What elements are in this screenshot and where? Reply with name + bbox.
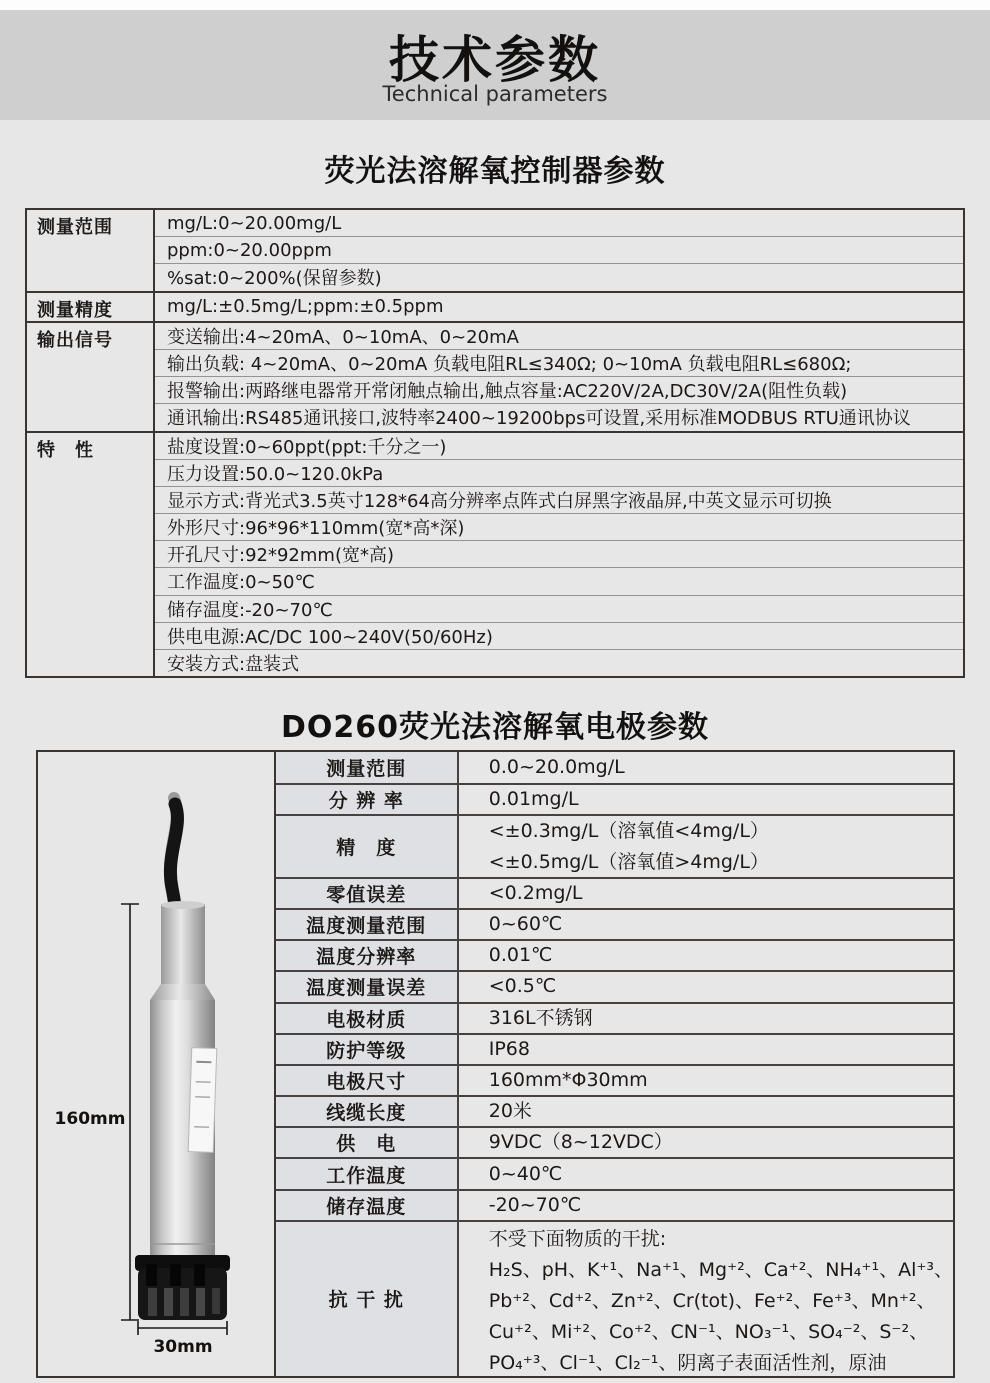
table-group-output-signal <box>27 321 963 431</box>
probe-cap <box>161 904 205 984</box>
table-row <box>276 1189 953 1220</box>
param-value: ppm:0~20.00ppm <box>155 236 963 263</box>
param-label: 工作温度 <box>276 1159 459 1188</box>
param-value: 0~60℃ <box>488 913 563 936</box>
table-row <box>276 1033 953 1064</box>
param-label: 防护等级 <box>276 1035 459 1064</box>
page-subtitle: Technical parameters <box>382 82 608 106</box>
param-value: 变送输出:4~20mA、0~10mA、0~20mA <box>167 326 519 348</box>
probe-illustration <box>38 752 304 1372</box>
param-value: 0.01mg/L <box>488 788 579 811</box>
param-value: 显示方式:背光式3.5英寸128*64高分辨率点阵式白屏黑字液晶屏,中英文显示可切换 <box>155 486 963 513</box>
param-label: 温度测量范围 <box>276 910 459 939</box>
param-label: 输出信号 <box>27 323 155 431</box>
table-row-interference <box>276 1220 953 1376</box>
param-value: -20~70℃ <box>488 1193 582 1216</box>
table-row <box>276 877 953 908</box>
param-value: 外形尺寸:96*96*110mm(宽*高*深) <box>155 513 963 540</box>
probe-taper <box>150 984 215 1000</box>
table-row <box>276 1126 953 1157</box>
table-row <box>276 1157 953 1188</box>
param-label: 电极尺寸 <box>276 1066 459 1095</box>
table-row <box>276 814 953 876</box>
param-value: 储存温度:-20~70℃ <box>155 595 963 622</box>
page-title: 技术参数 <box>389 31 601 89</box>
param-value: IP68 <box>488 1037 530 1060</box>
param-value: 压力设置:50.0~120.0kPa <box>155 459 963 486</box>
electrode-table-rows <box>276 752 953 1376</box>
table-row <box>276 908 953 939</box>
width-dimension-line <box>138 1321 227 1335</box>
param-value: Pb⁺²、Cd⁺²、Zn⁺²、Cr(tot)、Fe⁺²、Fe⁺³、Mn⁺²、 <box>488 1289 936 1312</box>
param-value: mg/L:0~20.00mg/L <box>167 212 342 234</box>
param-label: 精 度 <box>276 816 459 876</box>
table-group-accuracy <box>27 291 963 321</box>
param-label: 供 电 <box>276 1128 459 1157</box>
param-value: 工作温度:0~50℃ <box>155 567 963 594</box>
probe-guard-cage <box>135 1255 230 1320</box>
param-label: 线缆长度 <box>276 1097 459 1126</box>
table-row <box>276 752 953 783</box>
width-dimension-label: 30mm <box>153 1337 213 1357</box>
param-label: 测量范围 <box>276 752 459 783</box>
param-value: Cu⁺²、Mi⁺²、Co⁺²、CN⁻¹、NO₃⁻¹、SO₄⁻²、S⁻²、 <box>488 1320 929 1343</box>
param-value: 报警输出:两路继电器常开常闭触点输出,触点容量:AC220V/2A,DC30V/2A(阻性负载) <box>155 376 963 403</box>
param-value: 0.0~20.0mg/L <box>488 756 625 779</box>
param-value: 160mm*Φ30mm <box>488 1068 648 1091</box>
param-value: H₂S、pH、K⁺¹、Na⁺¹、Mg⁺²、Ca⁺²、NH₄⁺¹、Al⁺³、 <box>488 1258 953 1281</box>
param-value: 不受下面物质的干扰: <box>488 1227 667 1250</box>
param-value: 盐度设置:0~60ppt(ppt:千分之一) <box>167 436 447 458</box>
param-value: 安装方式:盘装式 <box>155 649 963 676</box>
param-label: 储存温度 <box>276 1191 459 1220</box>
param-value: 20米 <box>488 1100 532 1123</box>
param-value: <0.5℃ <box>488 975 557 998</box>
param-value: 0.01℃ <box>488 944 553 967</box>
param-value: 通讯输出:RS485通讯接口,波特率2400~19200bps可设置,采用标准MODBUS RTU通讯协议 <box>155 403 963 430</box>
controller-table <box>25 208 965 678</box>
param-value: <0.2mg/L <box>488 881 583 904</box>
table-group-features <box>27 431 963 676</box>
table-row <box>276 783 953 814</box>
electrode-table <box>36 750 955 1378</box>
param-label: 温度分辨率 <box>276 941 459 970</box>
probe-label-sticker <box>188 1048 217 1153</box>
table-row <box>276 970 953 1001</box>
param-label: 温度测量误差 <box>276 972 459 1001</box>
param-label: 抗 干 扰 <box>276 1222 459 1376</box>
param-value: 0~40℃ <box>488 1162 563 1185</box>
param-value: 316L不锈钢 <box>488 1006 593 1029</box>
param-value: 9VDC（8~12VDC） <box>488 1131 673 1154</box>
table-row <box>276 1064 953 1095</box>
param-label: 零值误差 <box>276 879 459 908</box>
controller-section-title: 荧光法溶解氧控制器参数 <box>324 154 666 189</box>
param-label: 分 辨 率 <box>276 785 459 814</box>
param-label: 测量范围 <box>27 210 155 291</box>
param-value: <±0.3mg/L（溶氧值<4mg/L） <box>488 819 769 842</box>
param-value: <±0.5mg/L（溶氧值>4mg/L） <box>488 850 769 873</box>
param-value: mg/L:±0.5mg/L;ppm:±0.5ppm <box>167 296 444 318</box>
param-value: 供电电源:AC/DC 100~240V(50/60Hz) <box>155 622 963 649</box>
height-dimension-label: 160mm <box>54 1109 126 1129</box>
param-value: 开孔尺寸:92*92mm(宽*高) <box>155 540 963 567</box>
param-value: %sat:0~200%(保留参数) <box>155 263 963 290</box>
param-label: 特 性 <box>27 433 155 676</box>
param-value: 输出负载: 4~20mA、0~20mA 负载电阻RL≤340Ω; 0~10mA 负载电阻RL≤680Ω; <box>155 349 963 376</box>
table-row <box>276 1095 953 1126</box>
param-value: PO₄⁺³、Cl⁻¹、Cl₂⁻¹、阴离子表面活性剂，原油 <box>488 1351 887 1374</box>
probe-cap-top <box>161 901 205 909</box>
table-row <box>276 1002 953 1033</box>
table-row <box>276 939 953 970</box>
electrode-section-title: DO260荧光法溶解氧电极参数 <box>280 710 710 745</box>
header-band <box>0 10 990 120</box>
probe-image-cell <box>38 752 276 1376</box>
table-group-measure-range <box>27 210 963 291</box>
param-label: 测量精度 <box>27 293 155 321</box>
top-strip <box>0 0 990 10</box>
param-label: 电极材质 <box>276 1004 459 1033</box>
